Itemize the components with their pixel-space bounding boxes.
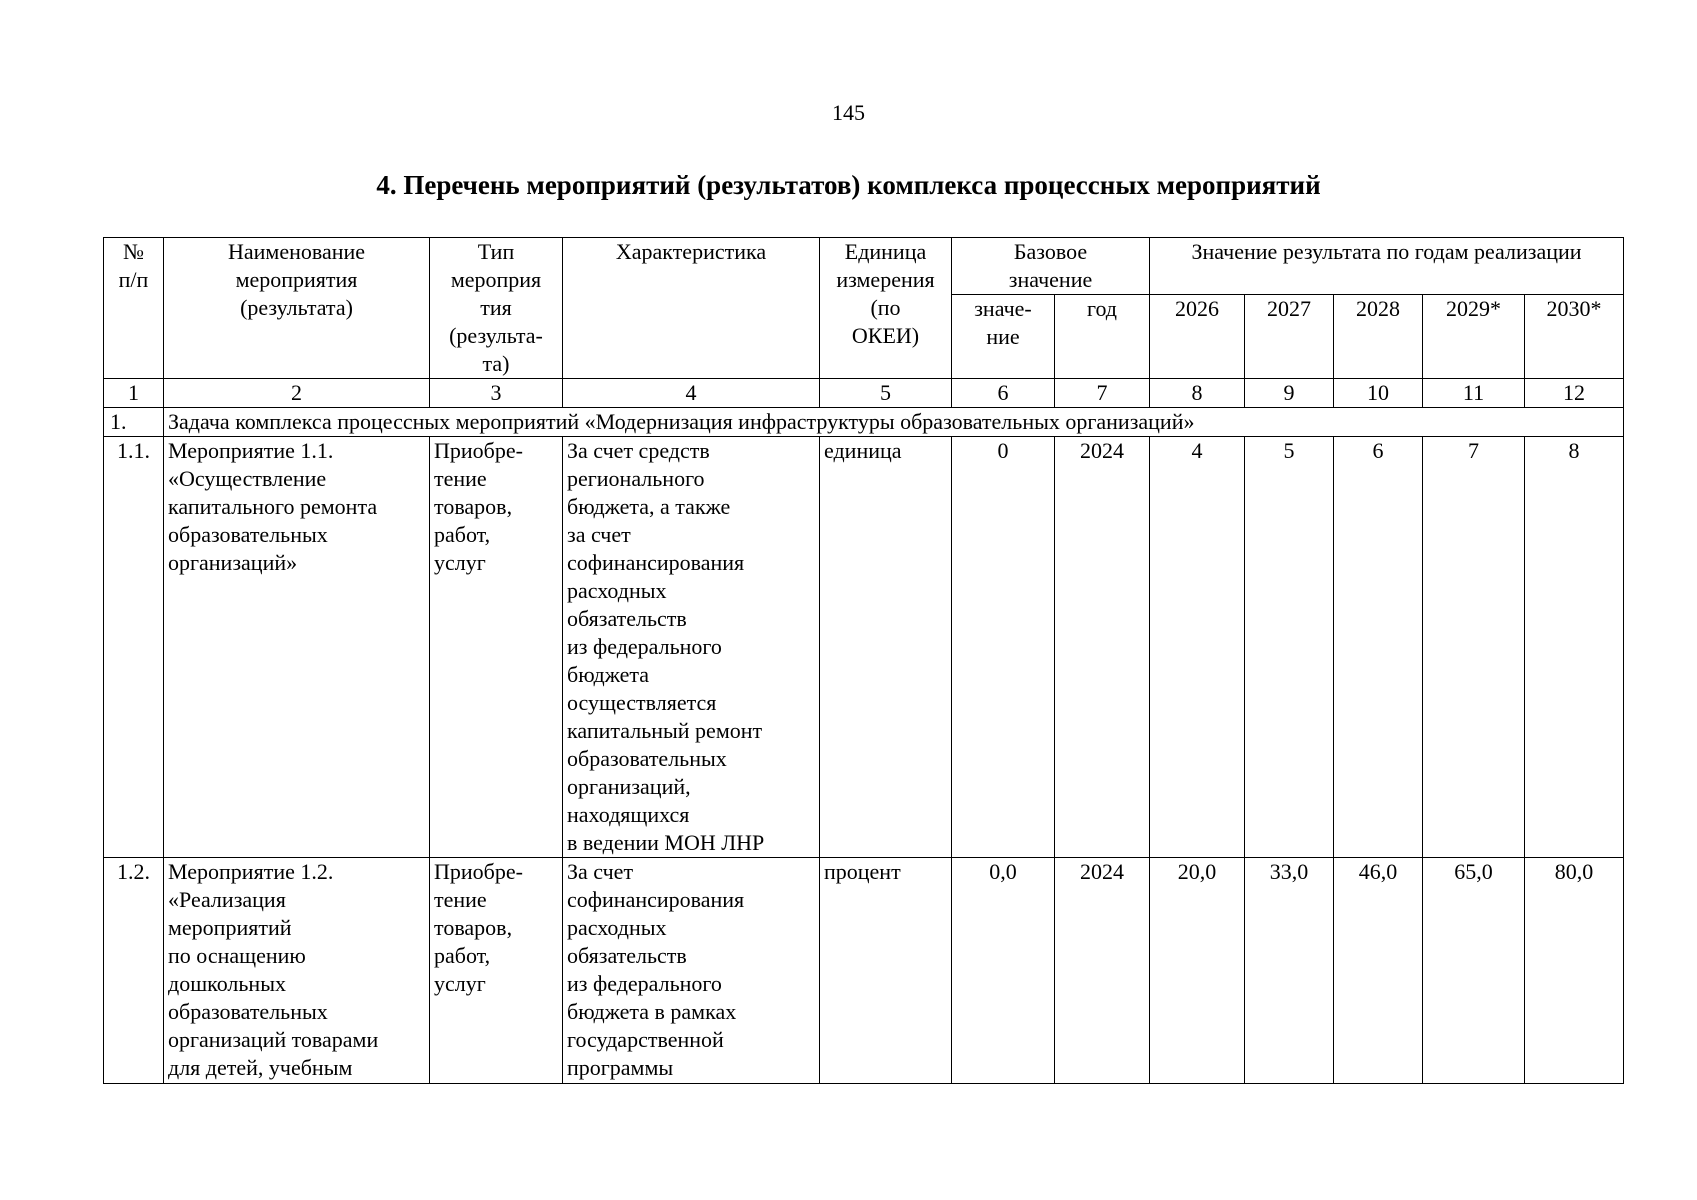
measures-table [103,237,1624,1084]
row-num: 1.1. [104,437,164,858]
table-row [104,437,1624,858]
column-number-row [104,379,1624,408]
task-row [104,408,1624,437]
row-base-value: 0 [952,437,1055,858]
column-number: 1 [104,379,164,408]
row-value-2027: 5 [1245,437,1334,858]
row-characteristic: За счет средств регионального бюджета, а также за счет софинансирования расходных обязательств из федерального бюджета осуществляется капитальный ремонт образовательных организаций, находящихся в ведении МОН ЛНР [563,437,820,858]
row-value-2029: 7 [1423,437,1525,858]
table-row [104,858,1624,1084]
page-number: 145 [832,100,865,125]
row-value-2027: 33,0 [1245,858,1334,1084]
row-value-2028: 46,0 [1334,858,1423,1084]
header-year-2026: 2026 [1150,295,1245,379]
header-year-2030: 2030* [1525,295,1624,379]
header-name: Наименование мероприятия (результата) [164,238,430,379]
column-number: 12 [1525,379,1624,408]
row-name: Мероприятие 1.1. «Осуществление капитального ремонта образовательных организаций» [164,437,430,858]
header-base: Базовое значение [952,238,1150,295]
row-value-2026: 20,0 [1150,858,1245,1084]
row-characteristic: За счет софинансирования расходных обязательств из федерального бюджета в рамках государственной программы [563,858,820,1084]
row-base-year: 2024 [1055,858,1150,1084]
row-type: Приобре- тение товаров, работ, услуг [430,437,563,858]
document-title: 4. Перечень мероприятий (результатов) комплекса процессных мероприятий [376,170,1321,200]
row-num: 1.2. [104,858,164,1084]
header-type: Тип мероприя тия (результа- та) [430,238,563,379]
header-row-1 [104,238,1624,295]
column-number: 5 [820,379,952,408]
column-number: 3 [430,379,563,408]
row-type: Приобре- тение товаров, работ, услуг [430,858,563,1084]
row-unit: единица [820,437,952,858]
row-value-2029: 65,0 [1423,858,1525,1084]
column-number: 4 [563,379,820,408]
column-number: 6 [952,379,1055,408]
row-unit: процент [820,858,952,1084]
row-value-2028: 6 [1334,437,1423,858]
column-number: 9 [1245,379,1334,408]
header-year-2027: 2027 [1245,295,1334,379]
task-num: 1. [104,408,164,437]
header-base-value: значе- ние [952,295,1055,379]
task-text: Задача комплекса процессных мероприятий «Модернизация инфраструктуры образовательных организаций» [164,408,1624,437]
header-year-2028: 2028 [1334,295,1423,379]
column-number: 8 [1150,379,1245,408]
header-unit: Единица измерения (по ОКЕИ) [820,238,952,379]
column-number: 10 [1334,379,1423,408]
row-value-2030: 8 [1525,437,1624,858]
column-number: 2 [164,379,430,408]
header-base-year: год [1055,295,1150,379]
row-base-value: 0,0 [952,858,1055,1084]
row-value-2026: 4 [1150,437,1245,858]
column-number: 11 [1423,379,1525,408]
header-characteristic: Характеристика [563,238,820,379]
column-number: 7 [1055,379,1150,408]
row-value-2030: 80,0 [1525,858,1624,1084]
header-years-group: Значение результата по годам реализации [1150,238,1624,295]
row-name: Мероприятие 1.2. «Реализация мероприятий по оснащению дошкольных образовательных организаций товарами для детей, учебным [164,858,430,1084]
header-year-2029: 2029* [1423,295,1525,379]
header-num: № п/п [104,238,164,379]
row-base-year: 2024 [1055,437,1150,858]
